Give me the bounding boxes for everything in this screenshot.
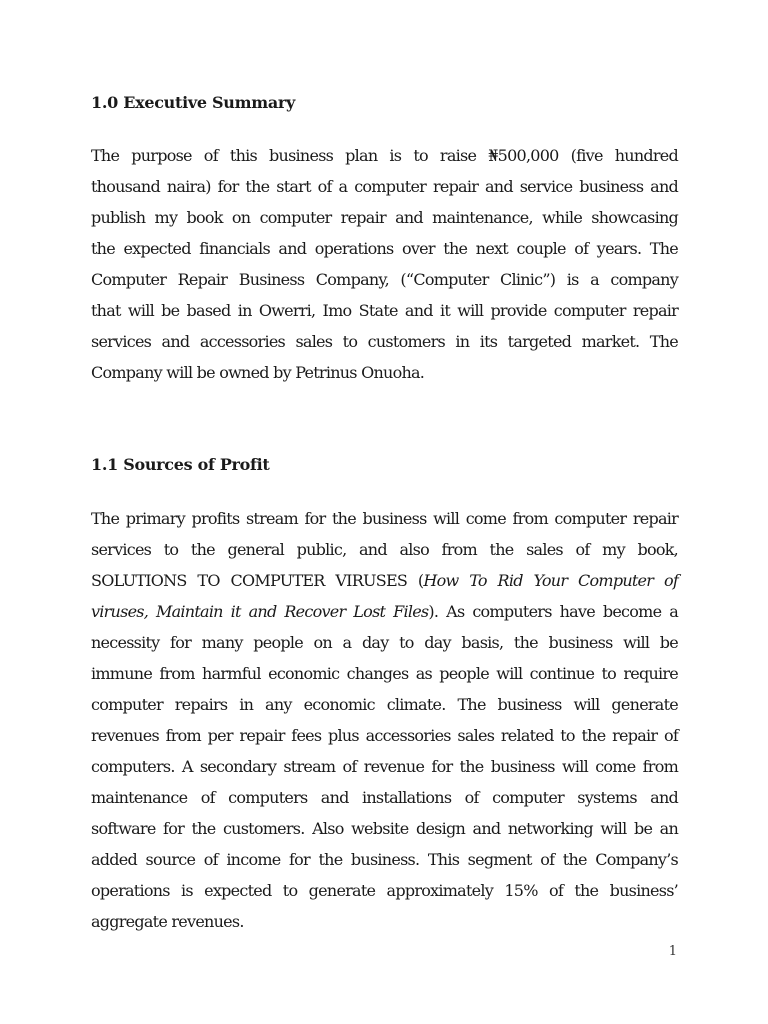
book-subtitle-italic: How To Rid Your Computer of [423, 571, 679, 590]
text-line: the expected financials and operations over the next couple of years. The [91, 239, 678, 258]
text-line: immune from harmful economic changes as people will continue to require [91, 664, 678, 683]
text-line: computer repairs in any economic climate. The business will generate [91, 695, 678, 714]
text-line: Computer Repair Business Company, (“Computer Clinic”) is a company [91, 270, 678, 289]
text-line [91, 565, 678, 596]
text-line: maintenance of computers and installations of computer systems and [91, 788, 678, 807]
text-line: services to the general public, and also from the sales of my book, [91, 540, 678, 559]
heading-sources-of-profit: 1.1 Sources of Profit [91, 455, 270, 474]
text-line: that will be based in Owerri, Imo State and it will provide computer repair [91, 301, 678, 320]
text-run: ). As computers have become a [428, 602, 678, 621]
text-line: services and accessories sales to customers in its targeted market. The [91, 332, 678, 351]
page-number: 1 [668, 944, 677, 959]
text-line: computers. A secondary stream of revenue for the business will come from [91, 757, 678, 776]
text-line: aggregate revenues. [91, 912, 244, 931]
text-line: publish my book on computer repair and maintenance, while showcasing [91, 208, 678, 227]
paragraph-executive-summary [91, 140, 678, 388]
text-run: SOLUTIONS TO COMPUTER VIRUSES ( [91, 571, 424, 590]
book-subtitle-italic: viruses, Maintain it and Recover Lost Files [91, 602, 429, 621]
paragraph-sources-of-profit [91, 503, 678, 937]
text-line: necessity for many people on a day to day basis, the business will be [91, 633, 678, 652]
text-line: The primary profits stream for the business will come from computer repair [91, 509, 678, 528]
text-line: revenues from per repair fees plus accessories sales related to the repair of [91, 726, 678, 745]
text-line: software for the customers. Also website design and networking will be an [91, 819, 678, 838]
text-line: added source of income for the business. This segment of the Company’s [91, 850, 678, 869]
text-line: thousand naira) for the start of a computer repair and service business and [91, 177, 678, 196]
text-line: operations is expected to generate approximately 15% of the business’ [91, 881, 678, 900]
text-line: The purpose of this business plan is to raise ₦500,000 (five hundred [91, 146, 678, 165]
text-line: Company will be owned by Petrinus Onuoha. [91, 363, 425, 382]
heading-executive-summary: 1.0 Executive Summary [91, 93, 296, 112]
text-line [91, 596, 678, 627]
